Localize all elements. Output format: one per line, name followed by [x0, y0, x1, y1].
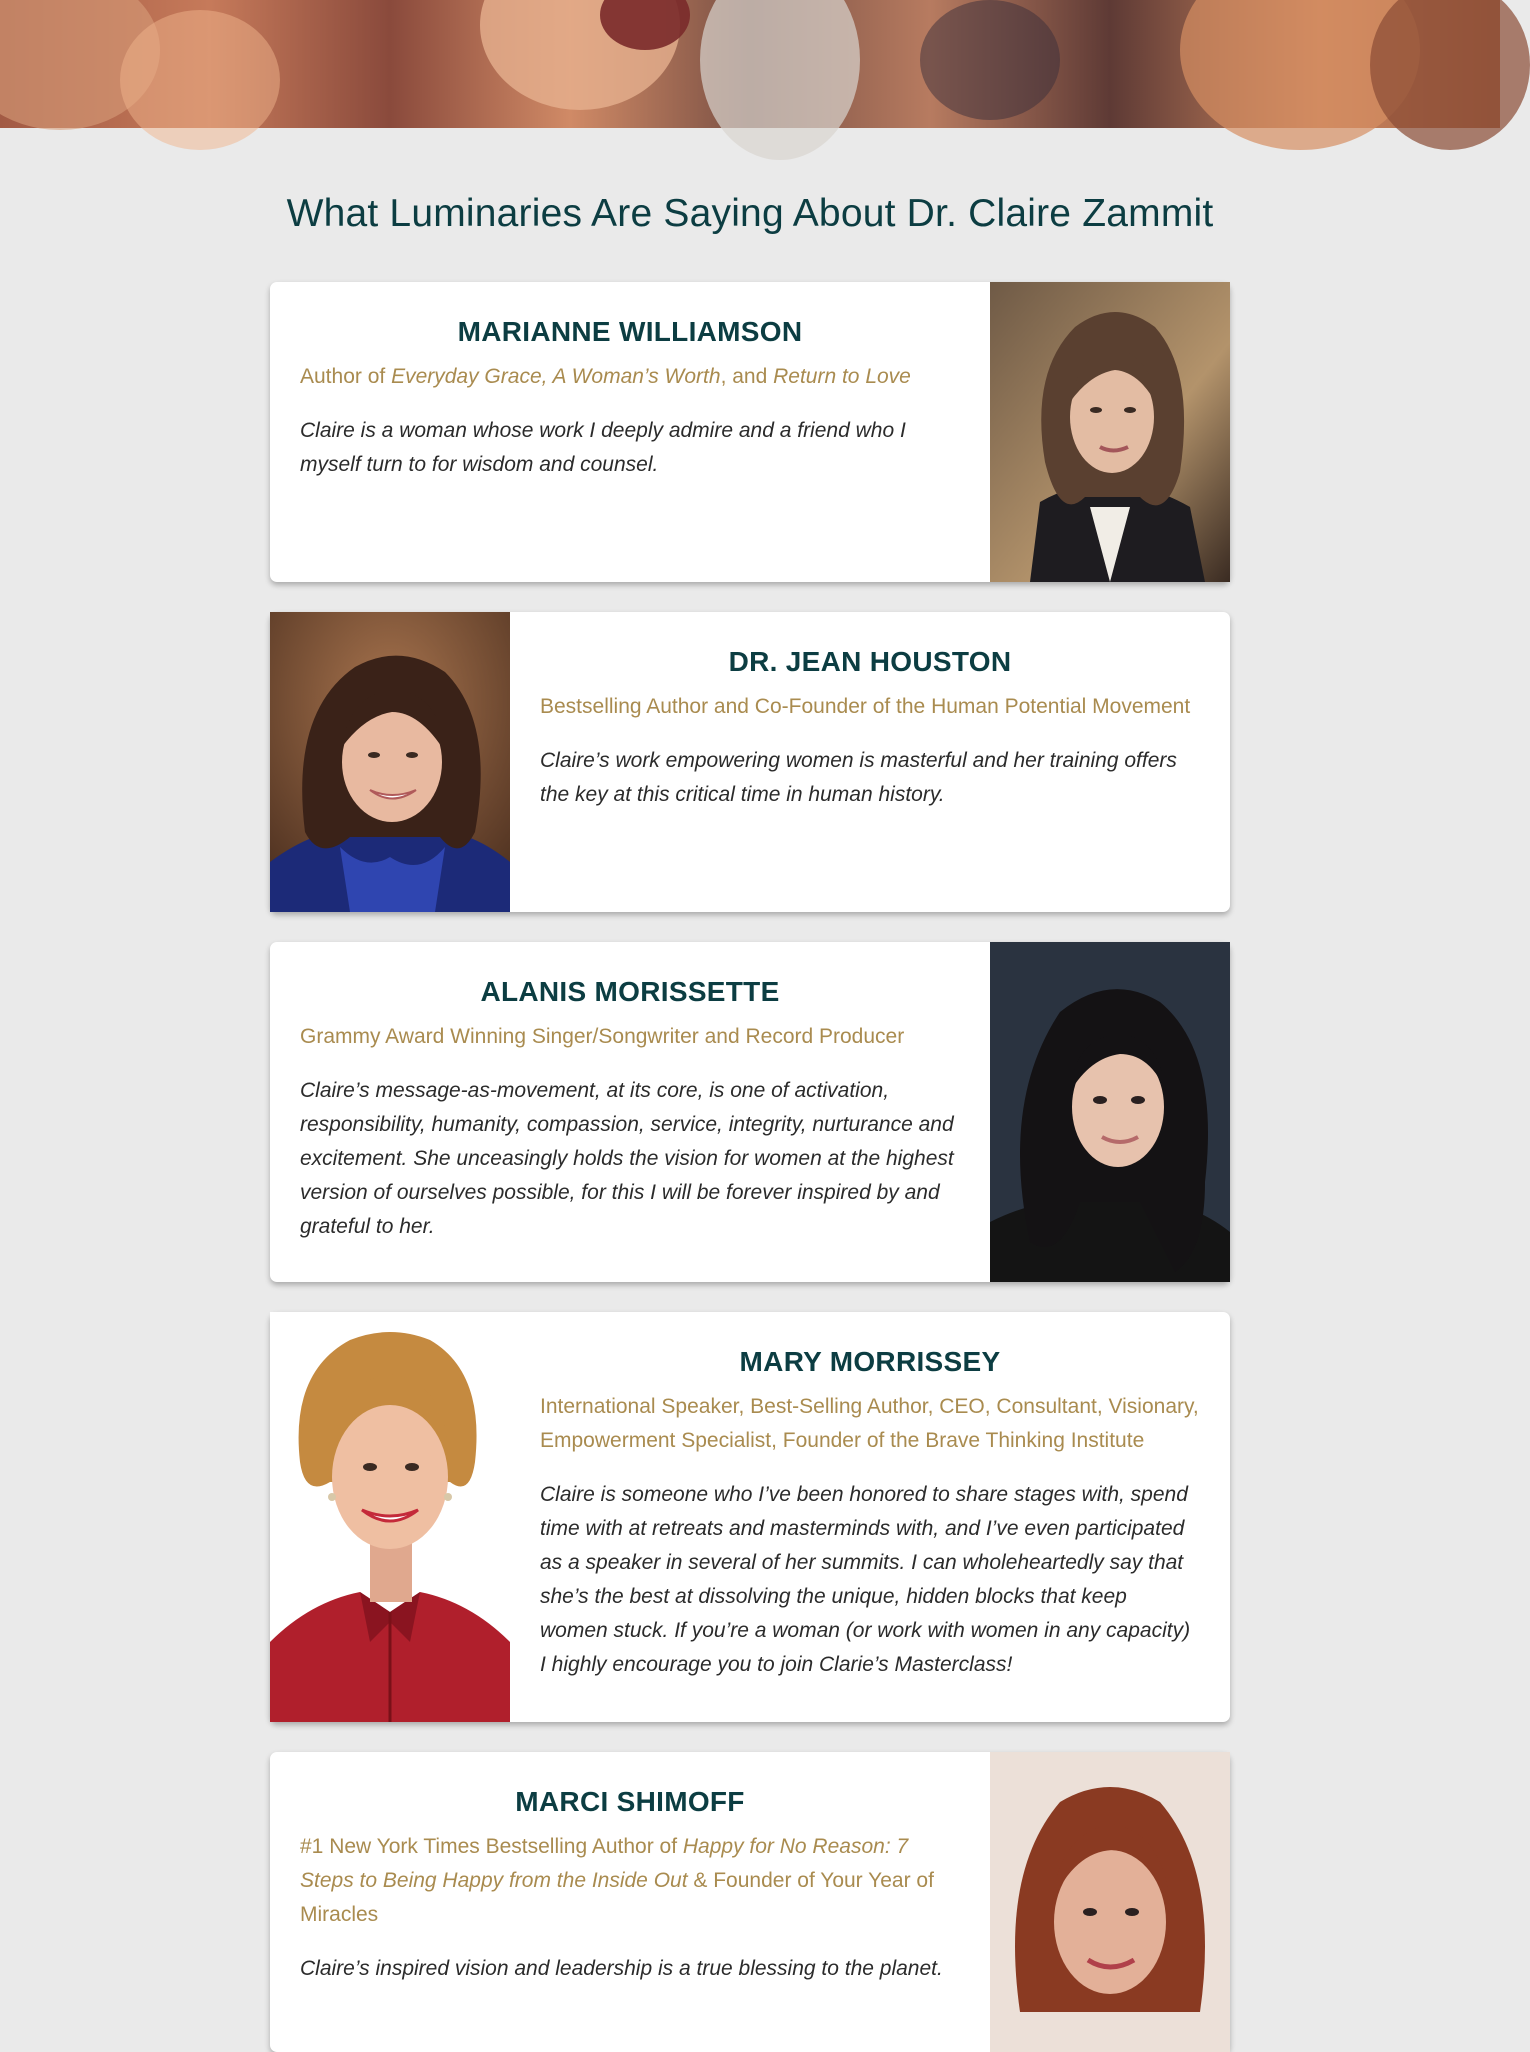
portrait-photo — [270, 1312, 510, 1722]
testimonial-name: MARCI SHIMOFF — [515, 1786, 745, 1817]
testimonial-card-jean-houston — [270, 612, 1230, 912]
portrait-photo — [990, 1752, 1230, 2052]
testimonial-name: MARY MORRISSEY — [739, 1346, 1001, 1377]
role-book-title: Return to Love — [773, 365, 911, 388]
testimonial-text — [510, 1312, 1230, 1682]
testimonial-card-mary-morrissey — [270, 1312, 1230, 1722]
portrait-photo — [990, 942, 1230, 1282]
role-connector: , and — [720, 365, 774, 388]
testimonial-quote: Claire’s message-as-movement, at its core, is one of activation, responsibility, humanity, compassion, service, integrity, nurturance and excitement. She unceasingly holds the vision for women at the highest version of ourselves possible, for this I will be forever inspired by and grateful to her. — [300, 1079, 954, 1238]
testimonial-name: MARIANNE WILLIAMSON — [457, 316, 803, 347]
testimonial-quote: Claire is a woman whose work I deeply admire and a friend who I myself turn to for wisdom and counsel. — [300, 419, 906, 476]
testimonial-role: Grammy Award Winning Singer/Songwriter and Record Producer — [300, 1025, 905, 1048]
portrait-photo — [990, 282, 1230, 582]
testimonial-text — [510, 612, 1230, 812]
testimonial-name: ALANIS MORISSETTE — [480, 976, 780, 1007]
role-prefix: #1 New York Times Bestselling Author of — [300, 1835, 683, 1858]
role-suffix: & Founder of Your Year of Miracles — [300, 1869, 934, 1926]
role-book-title: Happy for No Reason: 7 Steps to Being Happy from the Inside Out — [300, 1835, 909, 1892]
role-book-title: Everyday Grace, A Woman’s Worth — [391, 365, 721, 388]
testimonial-text — [270, 1752, 990, 1986]
testimonial-quote: Claire’s inspired vision and leadership is a true blessing to the planet. — [300, 1957, 943, 1980]
testimonial-role: Bestselling Author and Co-Founder of the Human Potential Movement — [540, 695, 1191, 718]
testimonial-card-marci-shimoff — [270, 1752, 1230, 2052]
testimonial-card-alanis-morissette — [270, 942, 1230, 1282]
testimonial-role: International Speaker, Best-Selling Author, CEO, Consultant, Visionary, Empowerment Specialist, Founder of the Brave Thinking Institute — [540, 1395, 1199, 1452]
testimonial-text — [270, 942, 990, 1244]
testimonial-quote: Claire’s work empowering women is masterful and her training offers the key at this critical time in human history. — [540, 749, 1177, 806]
hero-banner-image — [0, 0, 1500, 128]
testimonial-role — [300, 360, 960, 394]
testimonial-name: DR. JEAN HOUSTON — [728, 646, 1012, 677]
role-prefix: Author of — [300, 365, 392, 388]
testimonial-card-marianne-williamson — [270, 282, 1230, 582]
testimonial-quote: Claire is someone who I’ve been honored to share stages with, spend time with at retreats and masterminds with, and I’ve even participated as a speaker in several of her summits. I can wholeheartedly say that she’s the best at dissolving the unique, hidden blocks that keep women stuck. If you’re a woman (or work with women in any capacity) I highly encourage you to join Clarie’s Masterclass! — [540, 1483, 1191, 1676]
testimonial-text — [270, 282, 990, 482]
portrait-photo — [270, 612, 510, 912]
testimonial-role — [300, 1830, 960, 1932]
section-title: What Luminaries Are Saying About Dr. Claire Zammit — [286, 192, 1214, 235]
